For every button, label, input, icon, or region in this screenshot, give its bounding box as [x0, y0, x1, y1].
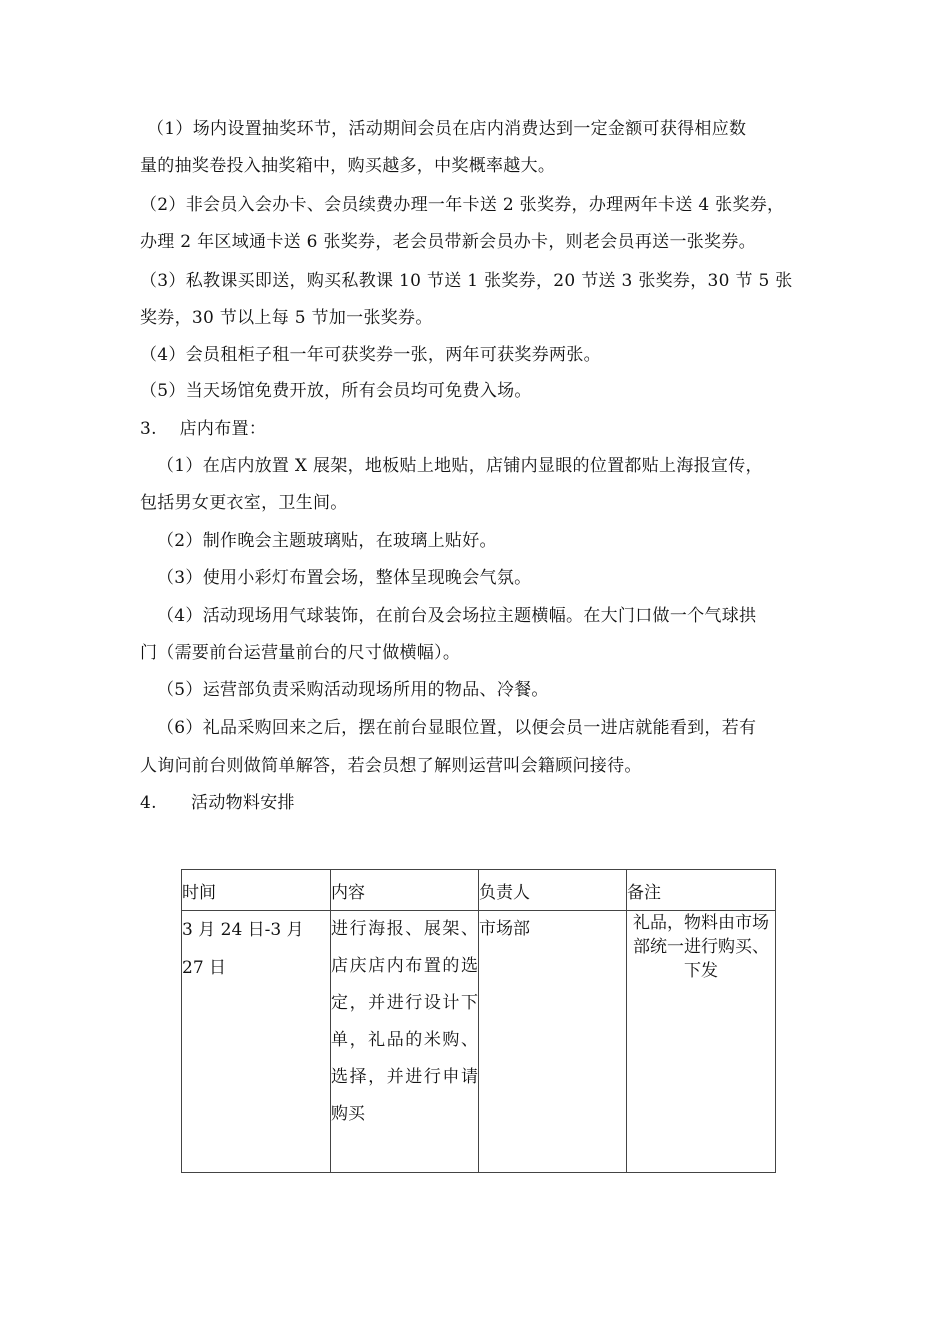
cell-owner: 市场部	[479, 911, 627, 1173]
paragraph-line: 量的抽奖卷投入抽奖箱中，购买越多，中奖概率越大。	[140, 156, 556, 176]
paragraph-line: 人询问前台则做简单解答，若会员想了解则运营叫会籍顾问接待。	[140, 756, 642, 776]
paragraph-line: （4）活动现场用气球装饰，在前台及会场拉主题横幅。在大门口做一个气球拱	[157, 606, 757, 626]
header-note: 备注	[627, 870, 776, 911]
paragraph-line: （6）礼品采购回来之后，摆在前台显眼位置，以便会员一进店就能看到，若有	[157, 718, 757, 738]
paragraph-line: （4）会员租柜子租一年可获奖券一张，两年可获奖券两张。	[140, 345, 601, 365]
materials-table	[181, 869, 776, 1173]
paragraph-line: 奖券，30 节以上每 5 节加一张奖券。	[140, 308, 433, 328]
cell-note: 礼品，物料由市场部统一进行购买、下发	[627, 911, 776, 1173]
section-heading: 4. 活动物料安排	[140, 793, 295, 813]
section-heading: 3. 店内布置：	[140, 419, 267, 439]
paragraph-line: （3）使用小彩灯布置会场，整体呈现晚会气氛。	[157, 568, 532, 588]
paragraph-line: 门（需要前台运营量前台的尺寸做横幅）。	[140, 643, 461, 663]
header-owner: 负责人	[479, 870, 627, 911]
paragraph-line: （1）场内设置抽奖环节，活动期间会员在店内消费达到一定金额可获得相应数	[147, 119, 747, 139]
cell-time: 3 月 24 日-3 月 27 日	[182, 911, 331, 1173]
paragraph-line: （1）在店内放置 X 展架，地板贴上地贴，店铺内显眼的位置都贴上海报宣传，	[157, 456, 763, 476]
paragraph-line: 办理 2 年区域通卡送 6 张奖券，老会员带新会员办卡，则老会员再送一张奖券。	[140, 232, 756, 252]
table-header-row	[182, 870, 776, 911]
paragraph-line: （2）非会员入会办卡、会员续费办理一年卡送 2 张奖券，办理两年卡送 4 张奖券，	[140, 195, 785, 215]
cell-content: 进行海报、展架、店庆店内布置的选定，并进行设计下单，礼品的米购、选择，并进行申请购买	[331, 911, 479, 1173]
paragraph-line: （2）制作晚会主题玻璃贴，在玻璃上贴好。	[157, 531, 497, 551]
table-row	[182, 911, 776, 1173]
paragraph-line: （3）私教课买即送，购买私教课 10 节送 1 张奖券，20 节送 3 张奖券，30 节 5 张	[140, 271, 793, 291]
paragraph-line: 包括男女更衣室，卫生间。	[140, 493, 348, 513]
header-content: 内容	[331, 870, 479, 911]
paragraph-line: （5）运营部负责采购活动现场所用的物品、冷餐。	[157, 680, 549, 700]
header-time: 时间	[182, 870, 331, 911]
paragraph-line: （5）当天场馆免费开放，所有会员均可免费入场。	[140, 381, 532, 401]
